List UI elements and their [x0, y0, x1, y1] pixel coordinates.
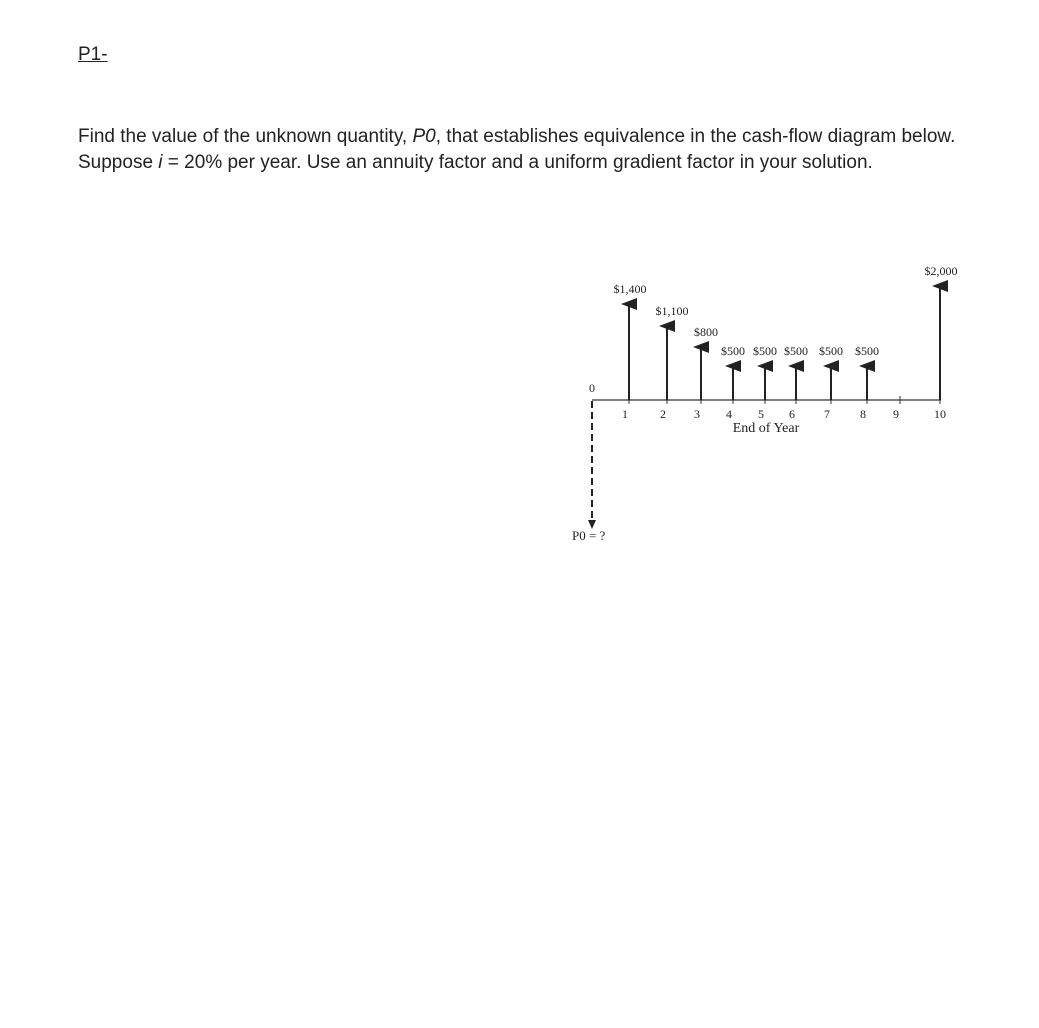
cash-flow-label: $500: [721, 344, 745, 358]
problem-text-part: Find the value of the unknown quantity,: [78, 126, 413, 147]
cash-flow-label: $1,100: [655, 304, 689, 318]
p0-label: P0 = ?: [572, 528, 606, 543]
year-tick-label: 8: [860, 407, 866, 421]
year-zero-label: 0: [589, 381, 595, 395]
problem-text-part: = 20% per year. Use an annuity factor and a uniform gradient factor in your solution.: [162, 152, 873, 173]
p0-variable: P0: [412, 126, 436, 147]
year-tick-label: 2: [660, 407, 666, 421]
cash-flow-label: $500: [819, 344, 843, 358]
x-axis-label: End of Year: [732, 421, 800, 436]
problem-label: P1-: [78, 44, 108, 65]
year-tick-label: 7: [824, 407, 830, 421]
problem-text-part: , that establishes equivalence in the cash-flow diagram below. Suppose: [78, 126, 956, 173]
year-tick-label: 10: [934, 407, 946, 421]
year-tick-label: 6: [789, 407, 795, 421]
cash-flow-label: $2,000: [924, 264, 958, 278]
year-tick-label: 1: [622, 407, 628, 421]
year-tick-label: 5: [758, 407, 764, 421]
cash-flow-label: $500: [784, 344, 808, 358]
year-tick-label: 3: [694, 407, 700, 421]
cash-flow-label: $800: [694, 325, 718, 339]
year-tick-label: 9: [893, 407, 899, 421]
cash-flow-label: $500: [855, 344, 879, 358]
cash-flow-label: $1,400: [613, 282, 647, 296]
cash-flow-label: $500: [753, 344, 777, 358]
year-tick-label: 4: [726, 407, 732, 421]
interest-variable: i: [158, 152, 163, 173]
